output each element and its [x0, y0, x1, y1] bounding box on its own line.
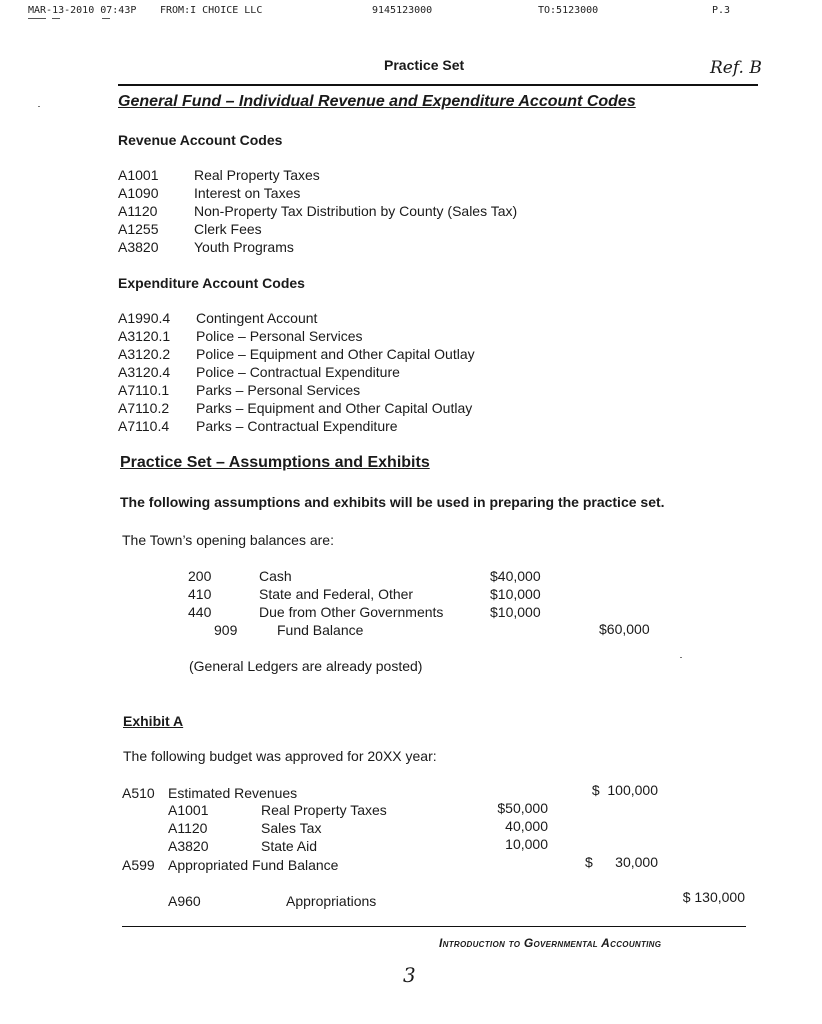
expenditure-heading: Expenditure Account Codes: [118, 275, 305, 291]
expenditure-desc: Police – Contractual Expenditure: [196, 364, 400, 380]
page-title: Practice Set: [384, 57, 465, 73]
section-heading-assumptions: Practice Set – Assumptions and Exhibits: [120, 454, 430, 471]
fax-to: TO:5123000: [538, 5, 599, 16]
fax-mark: [28, 18, 46, 19]
budget-total: $ 100,000: [591, 782, 658, 798]
handwritten-note: Ref. B: [710, 58, 762, 78]
balance-name: State and Federal, Other: [259, 586, 414, 602]
balance-credit: $60,000: [599, 621, 650, 637]
revenue-item-name: Sales Tax: [261, 820, 322, 836]
opening-balances-text: The Town’s opening balances are:: [122, 532, 334, 548]
budget-label: Appropriations: [286, 893, 377, 909]
fax-from: FROM:I CHOICE LLC: [160, 5, 263, 16]
revenue-item-code: A1120: [168, 820, 208, 836]
balance-name: Due from Other Governments: [259, 604, 444, 620]
expenditure-code: A7110.2: [118, 400, 170, 416]
revenue-desc: Non-Property Tax Distribution by County (Sales Tax): [194, 203, 518, 219]
expenditure-code: A3120.1: [118, 328, 171, 344]
exhibit-a-heading: Exhibit A: [123, 713, 184, 729]
fax-page: P.3: [712, 5, 731, 16]
expenditure-code: A3120.4: [118, 364, 171, 380]
revenue-desc: Youth Programs: [194, 239, 294, 255]
expenditure-code: A7110.4: [118, 418, 170, 434]
balance-code: 909: [214, 622, 238, 638]
budget-code: A510: [122, 785, 155, 801]
balance-debit: $10,000: [490, 604, 541, 620]
balance-code: 200: [188, 568, 212, 584]
expenditure-desc: Parks – Contractual Expenditure: [196, 418, 398, 434]
fax-phone: 9145123000: [372, 5, 433, 16]
revenue-item-amount: $50,000: [497, 800, 548, 816]
budget-total: $ 130,000: [682, 889, 745, 905]
expenditure-desc: Police – Personal Services: [196, 328, 363, 344]
speck: [38, 106, 40, 107]
balance-code: 440: [188, 604, 212, 620]
fax-mark: [52, 18, 60, 19]
expenditure-code: A1990.4: [118, 310, 171, 326]
revenue-item-code: A1001: [168, 802, 209, 818]
balance-name: Fund Balance: [277, 622, 364, 638]
fax-date-time: MAR-13-2010 07:43P: [28, 5, 137, 16]
revenue-heading: Revenue Account Codes: [118, 132, 283, 148]
expenditure-desc: Parks – Equipment and Other Capital Outlay: [196, 400, 473, 416]
assumptions-intro: The following assumptions and exhibits will be used in preparing the practice set.: [120, 494, 665, 510]
budget-label: Estimated Revenues: [168, 785, 298, 801]
balance-debit: $10,000: [490, 586, 541, 602]
revenue-item-amount: 40,000: [505, 818, 548, 834]
budget-dollar: $: [585, 854, 593, 870]
balance-debit: $40,000: [490, 568, 541, 584]
footer-running-title: Introduction to Governmental Accounting: [439, 936, 662, 950]
revenue-code: A3820: [118, 239, 159, 255]
section-heading-account-codes: General Fund – Individual Revenue and Expenditure Account Codes: [118, 93, 636, 110]
revenue-item-amount: 10,000: [505, 836, 548, 852]
balance-code: 410: [188, 586, 212, 602]
budget-label: Appropriated Fund Balance: [168, 857, 339, 873]
revenue-item-name: Real Property Taxes: [261, 802, 387, 818]
page-number: 3: [403, 963, 416, 987]
revenue-code: A1255: [118, 221, 159, 237]
expenditure-code: A3120.2: [118, 346, 171, 362]
expenditure-desc: Parks – Personal Services: [196, 382, 361, 398]
expenditure-desc: Contingent Account: [196, 310, 318, 326]
revenue-code: A1001: [118, 167, 159, 183]
budget-total: 30,000: [615, 854, 658, 870]
expenditure-desc: Police – Equipment and Other Capital Outlay: [196, 346, 475, 362]
expenditure-code: A7110.1: [118, 382, 170, 398]
budget-code: A960: [168, 893, 201, 909]
exhibit-a-intro: The following budget was approved for 20XX year:: [123, 748, 437, 764]
balance-name: Cash: [259, 568, 292, 584]
revenue-item-name: State Aid: [261, 838, 318, 854]
revenue-desc: Real Property Taxes: [194, 167, 320, 183]
speck: [680, 657, 682, 658]
revenue-code: A1120: [118, 203, 158, 219]
title-rule: [118, 84, 758, 86]
budget-code: A599: [122, 857, 155, 873]
fax-mark: [102, 18, 110, 19]
ledger-note: (General Ledgers are already posted): [189, 658, 423, 674]
revenue-item-code: A3820: [168, 838, 209, 854]
footer-rule: [122, 926, 746, 927]
revenue-desc: Interest on Taxes: [194, 185, 301, 201]
revenue-code: A1090: [118, 185, 159, 201]
revenue-desc: Clerk Fees: [194, 221, 262, 237]
